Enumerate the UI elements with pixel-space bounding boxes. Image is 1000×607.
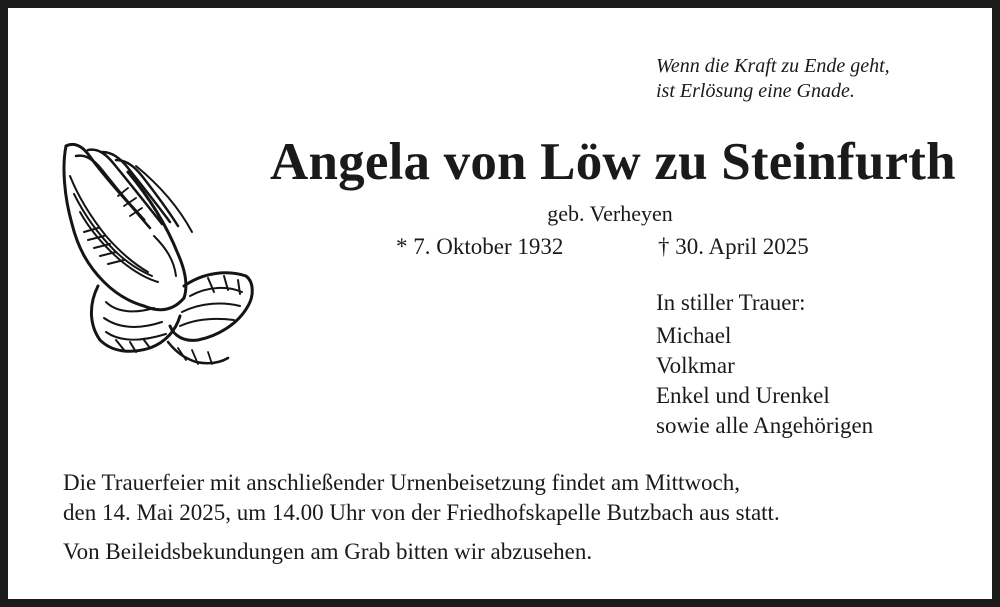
birth-name: geb. Verheyen [547, 201, 673, 226]
praying-hands-icon [58, 136, 258, 371]
death-date: † 30. April 2025 [658, 234, 809, 259]
deceased-name: Angela von Löw zu Steinfurth [270, 133, 956, 191]
motto-line: ist Erlösung eine Gnade. [656, 80, 855, 102]
condolence-note: Von Beileidsbekundungen am Grab bitten wir abzusehen. [63, 539, 593, 564]
mourner-name: Enkel und Urenkel [656, 383, 830, 408]
ceremony-notice [63, 468, 780, 528]
motto-line: Wenn die Kraft zu Ende geht, [656, 55, 890, 77]
birth-date: * 7. Oktober 1932 [396, 234, 564, 259]
mourner-name: Michael [656, 323, 732, 348]
mourner-name: sowie alle Angehörigen [656, 413, 874, 438]
ceremony-line: den 14. Mai 2025, um 14.00 Uhr von der Friedhofskapelle Butzbach aus statt. [63, 500, 780, 525]
mourners-list [656, 321, 873, 441]
mourner-name: Volkmar [656, 353, 735, 378]
ceremony-line: Die Trauerfeier mit anschließender Urnenbeisetzung findet am Mittwoch, [63, 470, 741, 495]
motto-quote [656, 54, 890, 104]
mourners-heading: In stiller Trauer: [656, 290, 806, 315]
